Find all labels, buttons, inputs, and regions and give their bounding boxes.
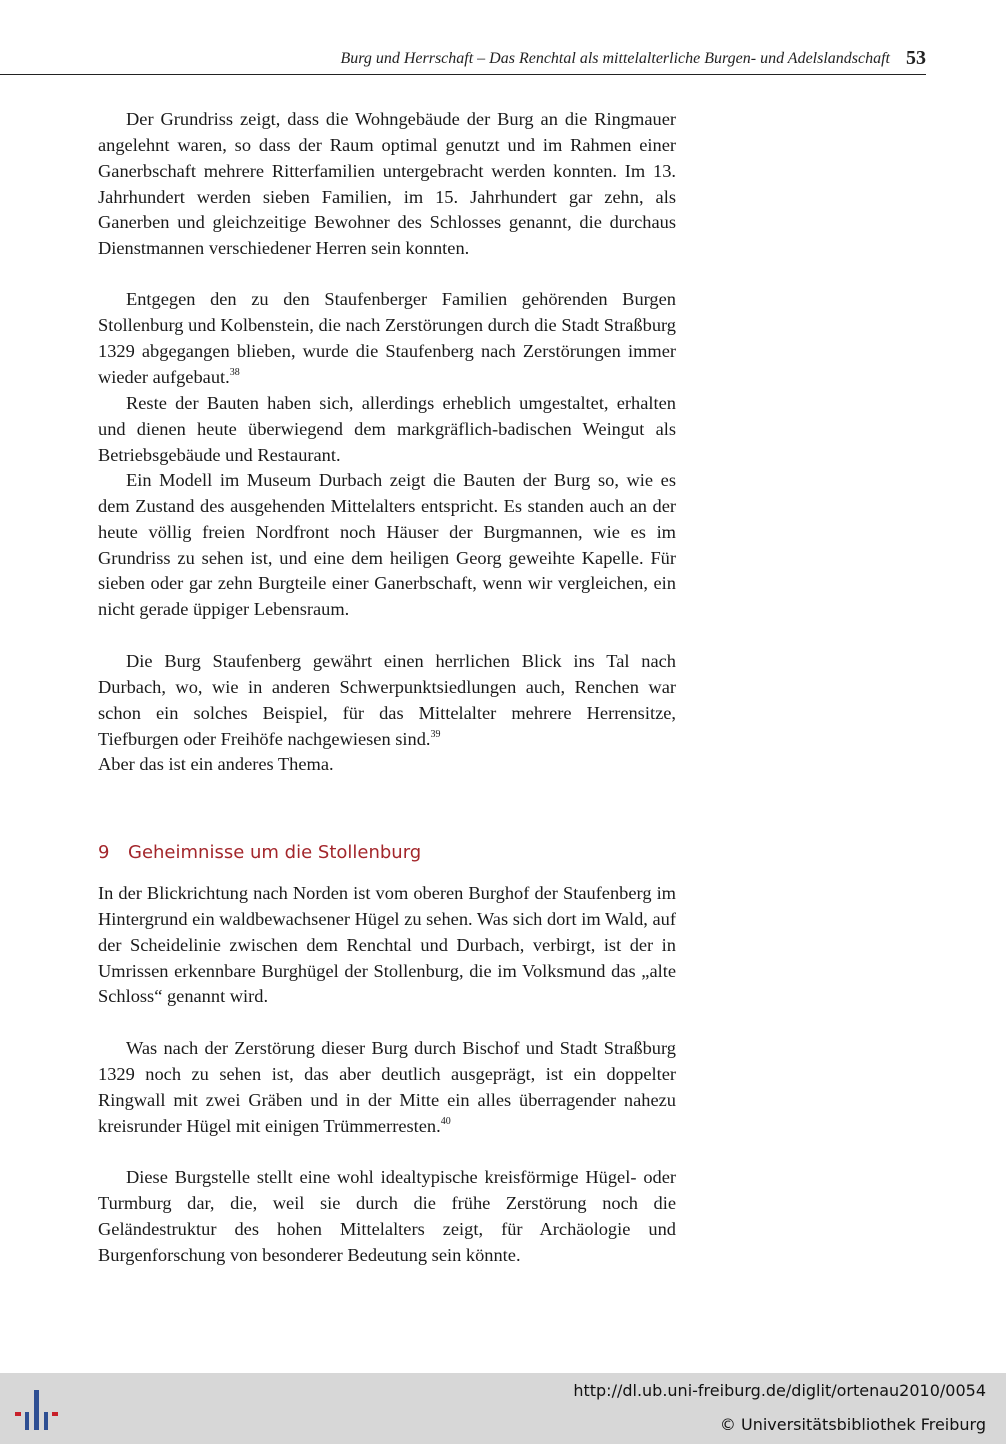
body-paragraph: Reste der Bauten haben sich, allerdings erheblich umgestaltet, erhalten und dienen heute überwiegend dem markgräflich-badischen Weingut als Betriebsgebäude und Restaurant.: [98, 393, 676, 465]
footnote-marker[interactable]: 38: [229, 366, 240, 378]
footnote-marker[interactable]: 39: [430, 728, 441, 740]
ub-freiburg-logo-icon: [14, 1385, 64, 1435]
body-paragraph: Was nach der Zerstörung dieser Burg durch Bischof und Stadt Straßburg 1329 noch zu sehen ist, das aber deutlich ausgeprägt, ist ein doppelter Ringwall mit zwei Gräben und in der Mitte ein alles überragender nahezu kreisrunder Hügel mit einigen Trümmerresten.$^{40}$: [98, 1038, 676, 1136]
body-paragraph: Diese Burgstelle stellt eine wohl idealtypische kreisförmige Hügel- oder Turmburg dar, die, weil sie durch die frühe Zerstörung noch die Geländestruktur des hohen Mittelalters zeigt, für Archäologie und Burgenforschung von besonderer Bedeutung sein könnte.: [98, 1167, 676, 1265]
footer-url-link[interactable]: http://dl.ub.uni-freiburg.de/diglit/ortenau2010/0054: [573, 1381, 986, 1400]
footnote-marker[interactable]: 40: [440, 1115, 451, 1127]
body-paragraph: Die Burg Staufenberg gewährt einen herrlichen Blick ins Tal nach Durbach, wo, wie in anderen Schwerpunktsiedlungen auch, Renchen war schon ein solches Beispiel, für das Mittelalter mehrere Herrensitze, Tiefburgen oder Freihöfe nachgewiesen sind.$^{39}$ Aber das ist ein anderes Thema.: [98, 651, 676, 775]
section-title: Geheimnisse um die Stollenburg: [128, 842, 422, 863]
running-header: [0, 44, 926, 75]
body-paragraph: Der Grundriss zeigt, dass die Wohngebäude der Burg an die Ringmauer angelehnt waren, so dass der Raum optimal genutzt und im Rahmen einer Ganerbschaft mehrere Ritterfamilien untergebracht werden konnten. Im 13. Jahrhundert werden sieben Familien, im 15. Jahrhundert gar zehn, als Ganerben und gleichzeitige Bewohner des Schlosses genannt, die durchaus Dienstmannen verschiedener Herren sein konnten.: [98, 109, 676, 259]
body-paragraph: Ein Modell im Museum Durbach zeigt die Bauten der Burg so, wie es dem Zustand des ausgehenden Mittelalters entspricht. Es standen auch an der heute völlig freien Nordfront noch Häuser der Burgmannen, wie es im Grundriss zu sehen ist, und eine dem heiligen Georg geweihte Kapelle. Für sieben oder gar zehn Burgteile einer Ganerbschaft, wenn wir vergleichen, ein nicht gerade üppiger Lebensraum.: [98, 470, 676, 620]
footer-copyright: © Universitätsbibliothek Freiburg: [719, 1415, 986, 1434]
section-heading: [98, 842, 421, 863]
section-number: 9: [98, 842, 110, 863]
footer-bar: [0, 1373, 1006, 1444]
page-number: 53: [906, 47, 926, 69]
body-paragraph: In der Blickrichtung nach Norden ist vom oberen Burghof der Staufenberg im Hintergrund ein waldbewachsener Hügel zu sehen. Was sich dort im Wald, auf der Scheidelinie zwischen dem Renchtal und Durbach, verbirgt, ist der in Umrissen erkennbare Burghügel der Stollenburg, die im Volksmund das „alte Schloss“ genannt wird.: [98, 883, 676, 1007]
running-title: Burg und Herrschaft – Das Renchtal als mittelalterliche Burgen- und Adelslandschaft: [340, 50, 890, 67]
body-paragraph: Entgegen den zu den Staufenberger Familien gehörenden Burgen Stollenburg und Kolbenstein, die nach Zerstörungen durch die Stadt Straßburg 1329 abgegangen blieben, wurde die Staufenberg nach Zerstörungen immer wieder aufgebaut.$^{38}$: [98, 289, 676, 387]
